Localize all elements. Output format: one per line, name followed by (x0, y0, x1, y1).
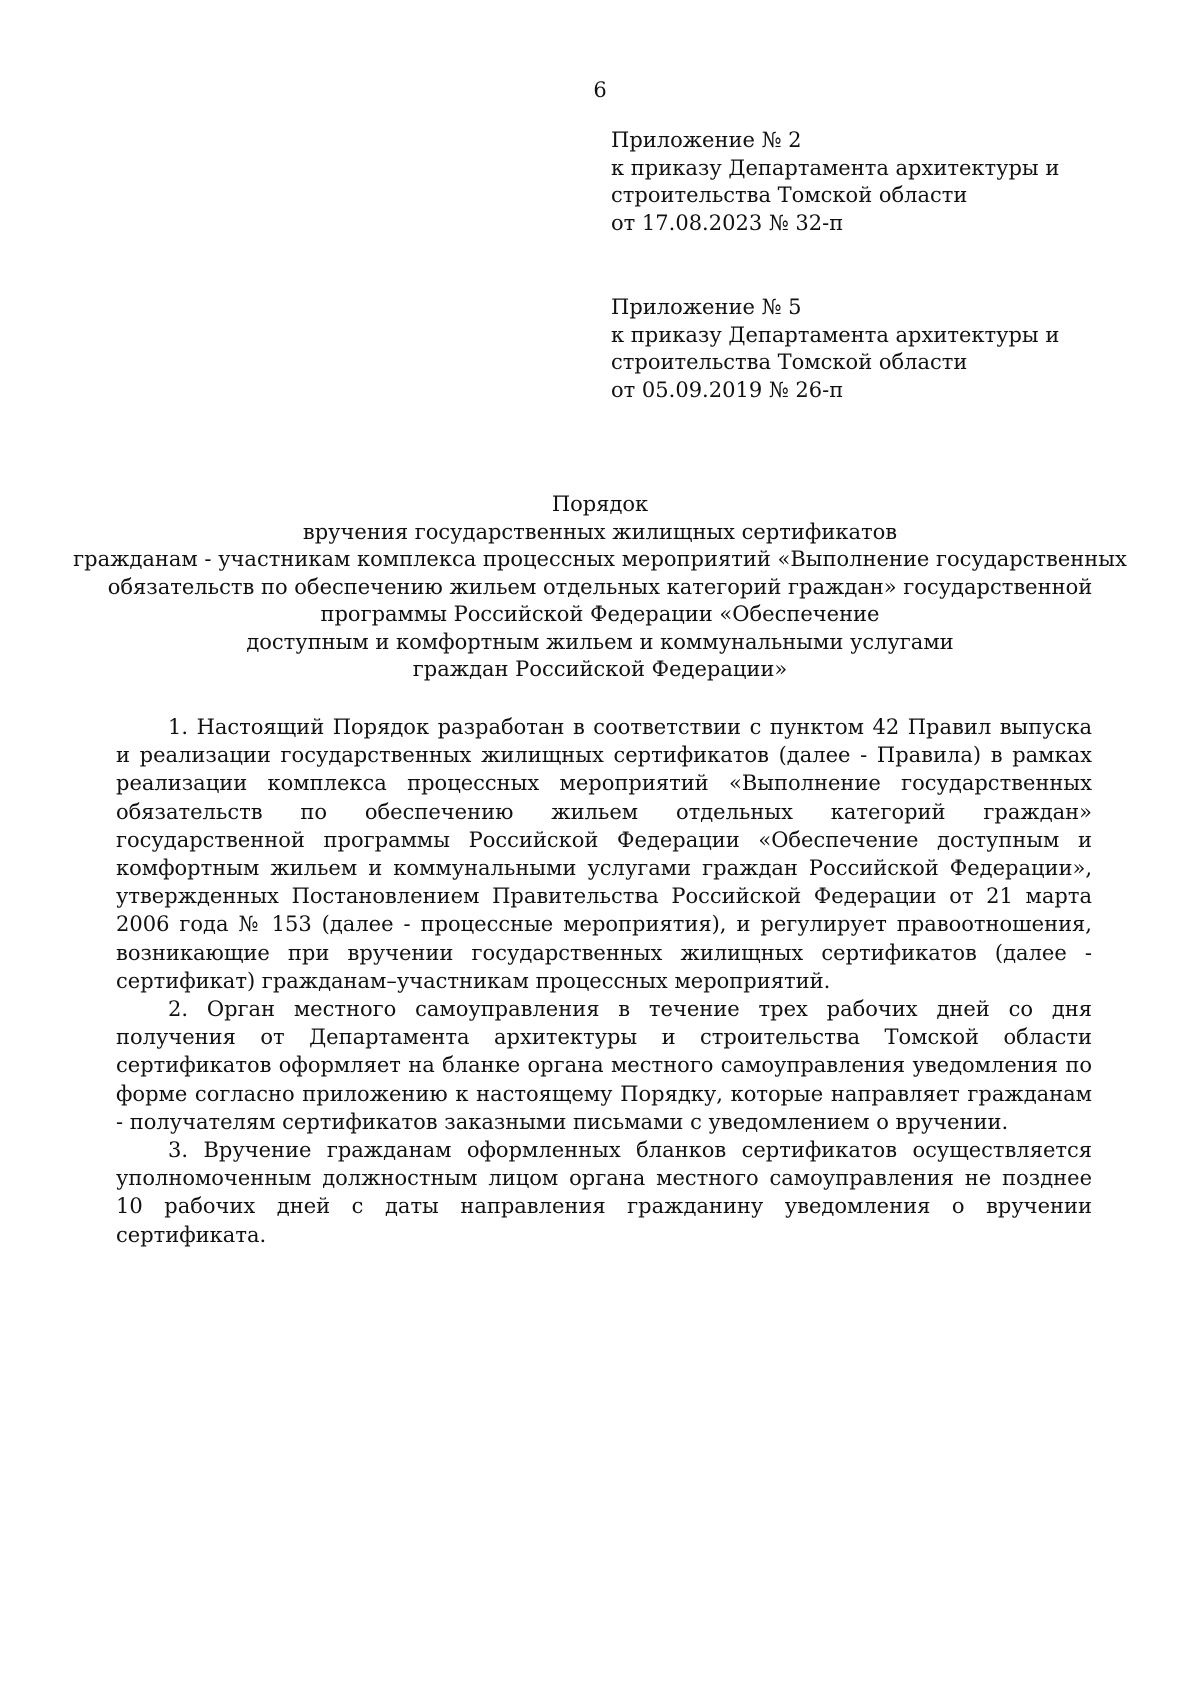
appendix-2-line: к приказу Департамента архитектуры и (611, 155, 1060, 180)
page-number: 6 (593, 78, 607, 102)
document-body (116, 713, 1092, 1249)
appendix-5-line: от 05.09.2019 № 26-п (611, 377, 844, 402)
title-line: обязательств по обеспечению жильем отдельных категорий граждан» государственной (107, 574, 1093, 599)
appendix-5-line: строительства Томской области (611, 350, 968, 374)
title-line: гражданам - участникам комплекса процессных мероприятий «Выполнение государственных (73, 547, 1127, 571)
title-line: вручения государственных жилищных сертификатов (302, 519, 898, 544)
appendix-2-header (611, 127, 1171, 237)
title-line: программы Российской Федерации «Обеспечение (320, 602, 880, 626)
paragraph-3: 3. Вручение гражданам оформленных бланков сертификатов осуществляется уполномоченным должностным лицом органа местного самоуправления не позднее 10 рабочих дней с даты направления гражданину уведомления о вручении сертификата. (116, 1138, 1092, 1247)
appendix-5-line: к приказу Департамента архитектуры и (611, 322, 1060, 347)
title-line: граждан Российской Федерации» (412, 657, 788, 681)
appendix-2-line: от 17.08.2023 № 32-п (611, 210, 844, 235)
appendix-2-line: Приложение № 2 (611, 128, 802, 152)
paragraph-1: 1. Настоящий Порядок разработан в соответствии с пунктом 42 Правил выпуска и реализации государственных жилищных сертификатов (далее - Правила) в рамках реализации комплекса процессных мероприятий «Выполнение государственных обязательств по обеспечению жильем отдельных категорий граждан» государственной программы Российской Федерации «Обеспечение доступным и комфортным жильем и коммунальными услугами граждан Российской Федерации», утвержденных Постановлением Правительства Российской Федерации от 21 марта 2006 года № 153 (далее - процессные мероприятия), и регулирует правоотношения, возникающие при вручении государственных жилищных сертификатов (далее - сертификат) гражданам–участникам процессных мероприятий. (116, 715, 1092, 993)
appendix-2-line: строительства Томской области (611, 183, 968, 207)
appendix-5-header (611, 294, 1171, 404)
title-line: Порядок (551, 492, 649, 516)
document-title (60, 491, 1140, 684)
title-line: доступным и комфортным жильем и коммунальными услугами (246, 629, 954, 654)
appendix-5-line: Приложение № 5 (611, 295, 802, 319)
paragraph-2: 2. Орган местного самоуправления в течение трех рабочих дней со дня получения от Департамента архитектуры и строительства Томской области сертификатов оформляет на бланке органа местного самоуправления уведомления по форме согласно приложению к настоящему Порядку, которые направляет гражданам - получателям сертификатов заказными письмами с уведомлением о вручении. (116, 997, 1092, 1134)
